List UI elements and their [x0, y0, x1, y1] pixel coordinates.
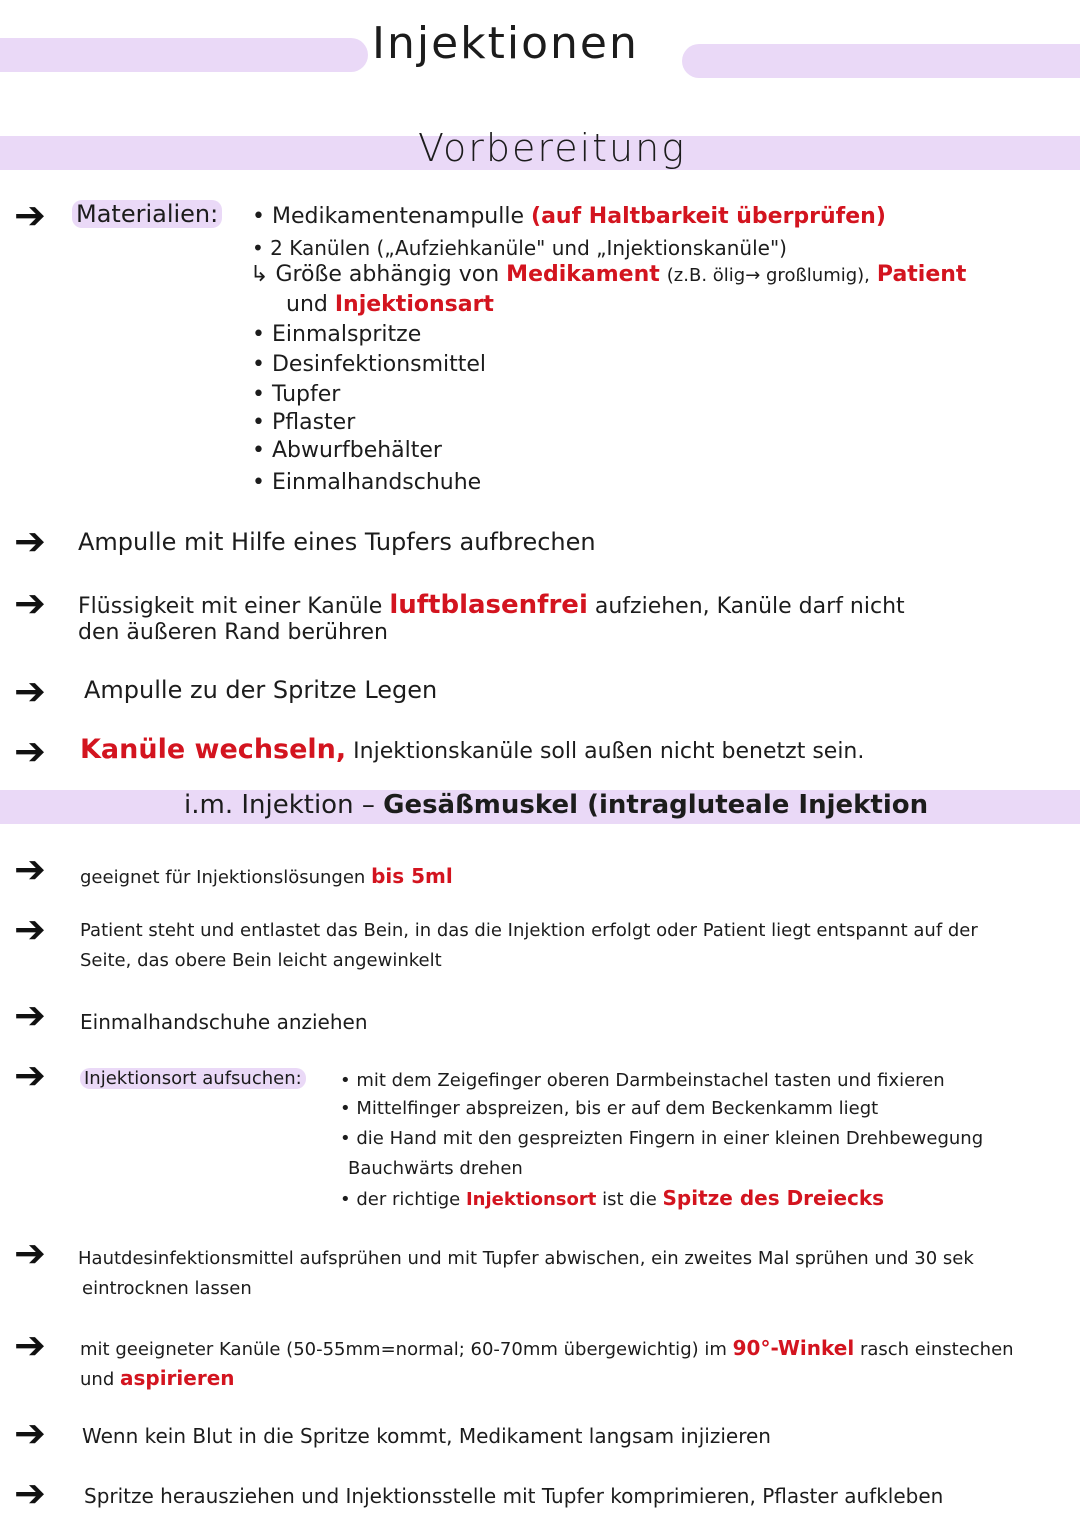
material-ampoule-note: (auf Haltbarkeit überprüfen)	[531, 204, 886, 229]
prep-step: Ampulle zu der Spritze Legen	[84, 676, 438, 704]
material-item: • Abwurfbehälter	[252, 438, 442, 463]
arrow-icon: ➔	[14, 729, 46, 773]
prep-step: Kanüle wechseln, Injektionskanüle soll außen nicht benetzt sein.	[80, 734, 865, 765]
arrow-icon: ➔	[14, 519, 46, 563]
materials-label-text: Materialien:	[72, 200, 222, 228]
im-step-cont: eintrocknen lassen	[82, 1278, 252, 1299]
section-heading-im: i.m. Injektion – Gesäßmuskel (intragluteale Injektion	[184, 790, 929, 820]
material-item	[252, 204, 886, 229]
arrow-icon: ➔	[14, 1471, 46, 1515]
material-item: • Pflaster	[252, 410, 356, 435]
location-bullet: • mit dem Zeigefinger oberen Darmbeinstachel tasten und fixieren	[340, 1070, 945, 1091]
im-step-cont: Seite, das obere Bein leicht angewinkelt	[80, 950, 442, 971]
prep-step: Flüssigkeit mit einer Kanüle luftblasenfrei aufziehen, Kanüle darf nicht	[78, 590, 905, 620]
im-step: Einmalhandschuhe anziehen	[80, 1010, 368, 1034]
material-item: • Tupfer	[252, 382, 341, 407]
arrow-icon: ➔	[14, 847, 46, 891]
title-highlight-right	[682, 44, 1080, 78]
arrow-icon: ➔	[14, 581, 46, 625]
materials-label	[72, 200, 222, 228]
im-step: geeignet für Injektionslösungen bis 5ml	[80, 864, 453, 888]
title-highlight-left	[0, 38, 368, 72]
im-step: mit geeigneter Kanüle (50-55mm=normal; 60-70mm übergewichtig) im 90°-Winkel rasch einstechen	[80, 1336, 1014, 1360]
im-step-cont: und aspirieren	[80, 1366, 235, 1390]
im-step: Wenn kein Blut in die Spritze kommt, Medikament langsam injizieren	[82, 1424, 771, 1448]
bullet-icon: •	[252, 204, 265, 229]
prep-step: Ampulle mit Hilfe eines Tupfers aufbrechen	[78, 528, 596, 556]
material-size-note-cont: und Injektionsart	[286, 292, 494, 317]
material-item: • Desinfektionsmittel	[252, 352, 487, 377]
im-step-label: Injektionsort aufsuchen:	[80, 1068, 306, 1089]
location-bullet: • der richtige Injektionsort ist die Spitze des Dreiecks	[340, 1186, 885, 1210]
im-step: Patient steht und entlastet das Bein, in das die Injektion erfolgt oder Patient liegt entspannt auf der	[80, 920, 978, 941]
arrow-icon: ➔	[14, 1323, 46, 1367]
arrow-icon: ➔	[14, 669, 46, 713]
arrow-icon: ➔	[14, 993, 46, 1037]
arrow-icon: ➔	[14, 1411, 46, 1455]
location-bullet-cont: Bauchwärts drehen	[348, 1158, 523, 1179]
location-bullet: • die Hand mit den gespreizten Fingern in einer kleinen Drehbewegung	[340, 1128, 984, 1149]
page-title: Injektionen	[372, 18, 639, 69]
arrow-icon: ➔	[14, 193, 46, 237]
im-step: Spritze herausziehen und Injektionsstelle mit Tupfer komprimieren, Pflaster aufkleben	[84, 1484, 944, 1508]
section-heading-prep: Vorbereitung	[418, 126, 687, 170]
material-cannulas: 2 Kanülen („Aufziehkanüle" und „Injektionskanüle")	[270, 236, 787, 260]
bullet-icon: •	[252, 236, 264, 260]
arrow-icon: ➔	[14, 907, 46, 951]
arrow-icon: ➔	[14, 1231, 46, 1275]
prep-step-cont: den äußeren Rand berühren	[78, 620, 388, 645]
material-item: • Einmalhandschuhe	[252, 470, 482, 495]
im-step: Hautdesinfektionsmittel aufsprühen und mit Tupfer abwischen, ein zweites Mal sprühen und 30 sek	[78, 1248, 974, 1269]
material-size-note: ↳ Größe abhängig von Medikament (z.B. ölig→ großlumig), Patient	[250, 262, 967, 287]
sub-arrow-icon: ↳	[250, 262, 269, 287]
arrow-icon: ➔	[14, 1053, 46, 1097]
location-bullet: • Mittelfinger abspreizen, bis er auf dem Beckenkamm liegt	[340, 1098, 879, 1119]
material-item	[252, 236, 787, 260]
material-ampoule: Medikamentenampulle	[271, 204, 525, 229]
material-item: • Einmalspritze	[252, 322, 422, 347]
